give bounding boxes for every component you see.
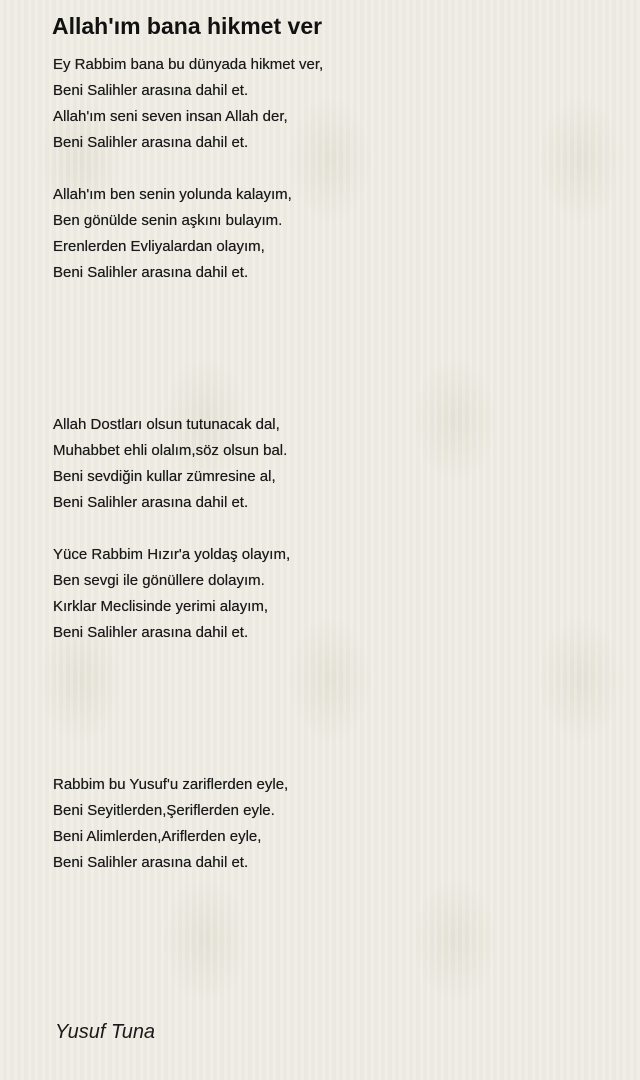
poem-line: Beni Salihler arasına dahil et. [53, 624, 249, 641]
poem-line: Ben gönülde senin aşkını bulayım. [53, 212, 283, 229]
poem-title: Allah'ım bana hikmet ver [52, 13, 323, 39]
poem-line: Allah'ım seni seven insan Allah der, [53, 108, 288, 125]
poem-line: Beni Salihler arasına dahil et. [53, 854, 249, 871]
poem-line: Beni Seyitlerden,Şeriflerden eyle. [53, 802, 275, 819]
poem-line: Beni Salihler arasına dahil et. [53, 134, 249, 151]
poem-line: Beni Alimlerden,Ariflerden eyle, [53, 828, 262, 845]
poem-line: Beni Salihler arasına dahil et. [53, 264, 249, 281]
poem-line: Allah Dostları olsun tutunacak dal, [53, 416, 280, 433]
poem-line: Beni Salihler arasına dahil et. [53, 494, 249, 511]
poem-line: Ben sevgi ile gönüllere dolayım. [53, 572, 265, 589]
stanza-5 [53, 772, 288, 876]
poem-line: Ey Rabbim bana bu dünyada hikmet ver, [53, 56, 324, 73]
poem-line: Beni sevdiğin kullar zümresine al, [53, 468, 276, 485]
poem-line: Beni Salihler arasına dahil et. [53, 82, 249, 99]
stanza-3 [53, 412, 287, 516]
poem-line: Kırklar Meclisinde yerimi alayım, [53, 598, 269, 615]
poem-line: Rabbim bu Yusuf'u zariflerden eyle, [53, 776, 289, 793]
stanza-1 [53, 52, 323, 156]
poem-line: Muhabbet ehli olalım,söz olsun bal. [53, 442, 288, 459]
stanza-4 [53, 542, 290, 646]
stanza-2 [53, 182, 292, 286]
poem-line: Yüce Rabbim Hızır'a yoldaş olayım, [53, 546, 291, 563]
poem-line: Allah'ım ben senin yolunda kalayım, [53, 186, 292, 203]
poem-line: Erenlerden Evliyalardan olayım, [53, 238, 265, 255]
poem-author: Yusuf Tuna [55, 1021, 156, 1043]
